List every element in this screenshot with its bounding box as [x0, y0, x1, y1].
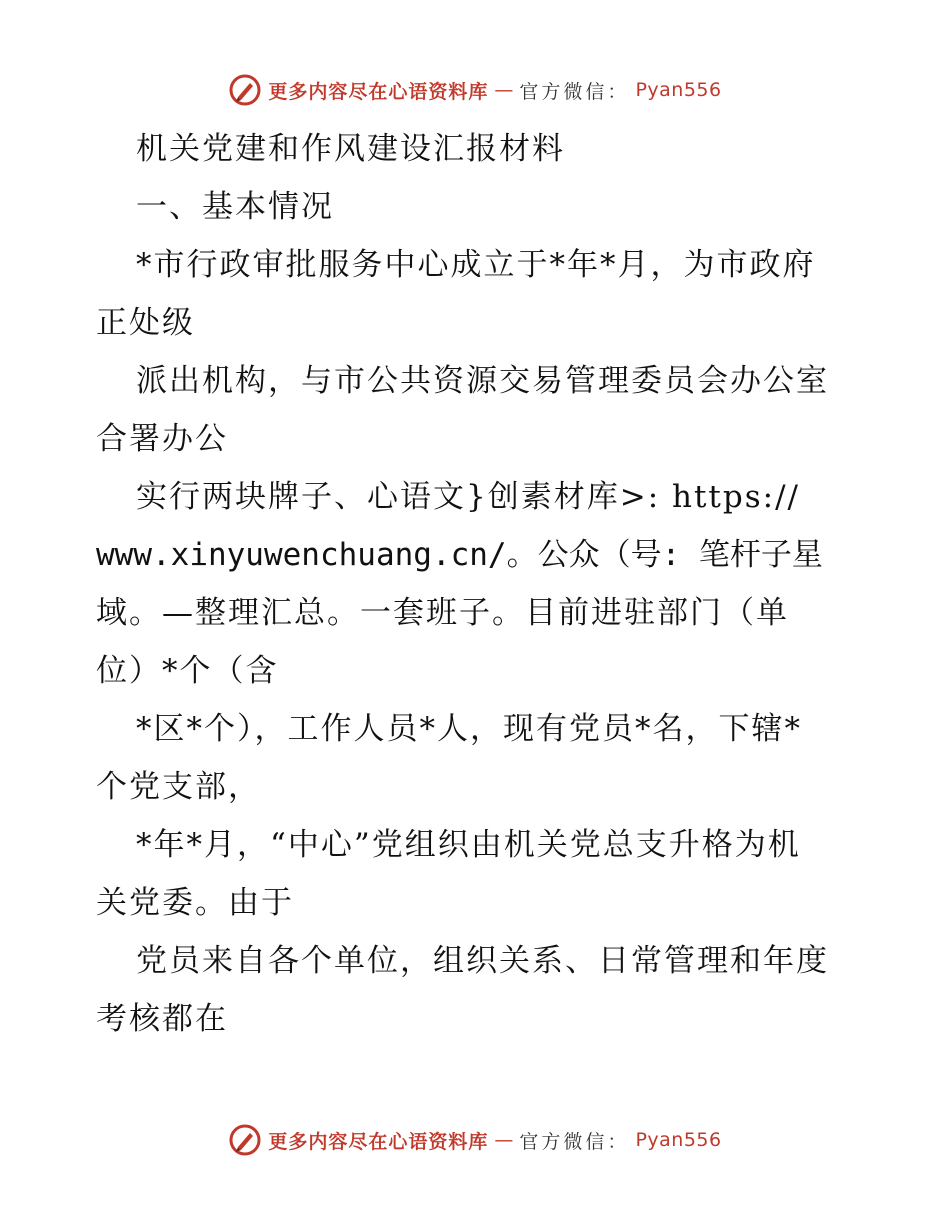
header-watermark: [0, 70, 950, 110]
paragraph-line: 实行两块牌子、心语文}创素材库>: https://: [136, 479, 800, 515]
paragraph-line: *市行政审批服务中心成立于*年*月，为市政府: [136, 247, 816, 283]
paragraph-line: www.xinyuwenchuang.cn/。公众（号: 笔杆子星: [96, 537, 823, 573]
watermark-dash: —: [494, 79, 514, 101]
watermark-wechat-id: Pyan556: [635, 79, 722, 101]
document-body: [96, 120, 856, 1048]
pen-logo-icon: [228, 1123, 262, 1157]
paragraph-line: 合署办公: [96, 421, 228, 457]
document-title: 机关党建和作风建设汇报材料: [136, 131, 565, 167]
pen-logo-icon: [228, 73, 262, 107]
watermark-wechat-label: 官方微信：: [519, 1130, 630, 1153]
footer-watermark: [0, 1120, 950, 1160]
watermark-wechat-id: Pyan556: [635, 1129, 722, 1151]
paragraph-line: *年*月，“中心”党组织由机关党总支升格为机: [136, 827, 801, 863]
paragraph-line: 个党支部，: [96, 769, 261, 805]
paragraph-line: 考核都在: [96, 1001, 228, 1037]
paragraph-line: 正处级: [96, 305, 195, 341]
watermark-main-text: 更多内容尽在心语资料库: [268, 1130, 489, 1153]
paragraph-line: 关党委。由于: [96, 885, 294, 921]
watermark-main-text: 更多内容尽在心语资料库: [268, 80, 489, 103]
paragraph-line: 派出机构，与市公共资源交易管理委员会办公室: [136, 363, 829, 399]
paragraph-line: 域。—整理汇总。一套班子。目前进驻部门（单: [96, 595, 789, 631]
watermark-wechat-label: 官方微信：: [519, 80, 630, 103]
watermark-dash: —: [494, 1129, 514, 1151]
paragraph-line: *区*个），工作人员*人，现有党员*名，下辖*: [136, 711, 802, 747]
section-heading: 一、基本情况: [136, 189, 334, 225]
paragraph-line: 位）*个（含: [96, 653, 279, 689]
paragraph-line: 党员来自各个单位，组织关系、日常管理和年度: [136, 943, 829, 979]
